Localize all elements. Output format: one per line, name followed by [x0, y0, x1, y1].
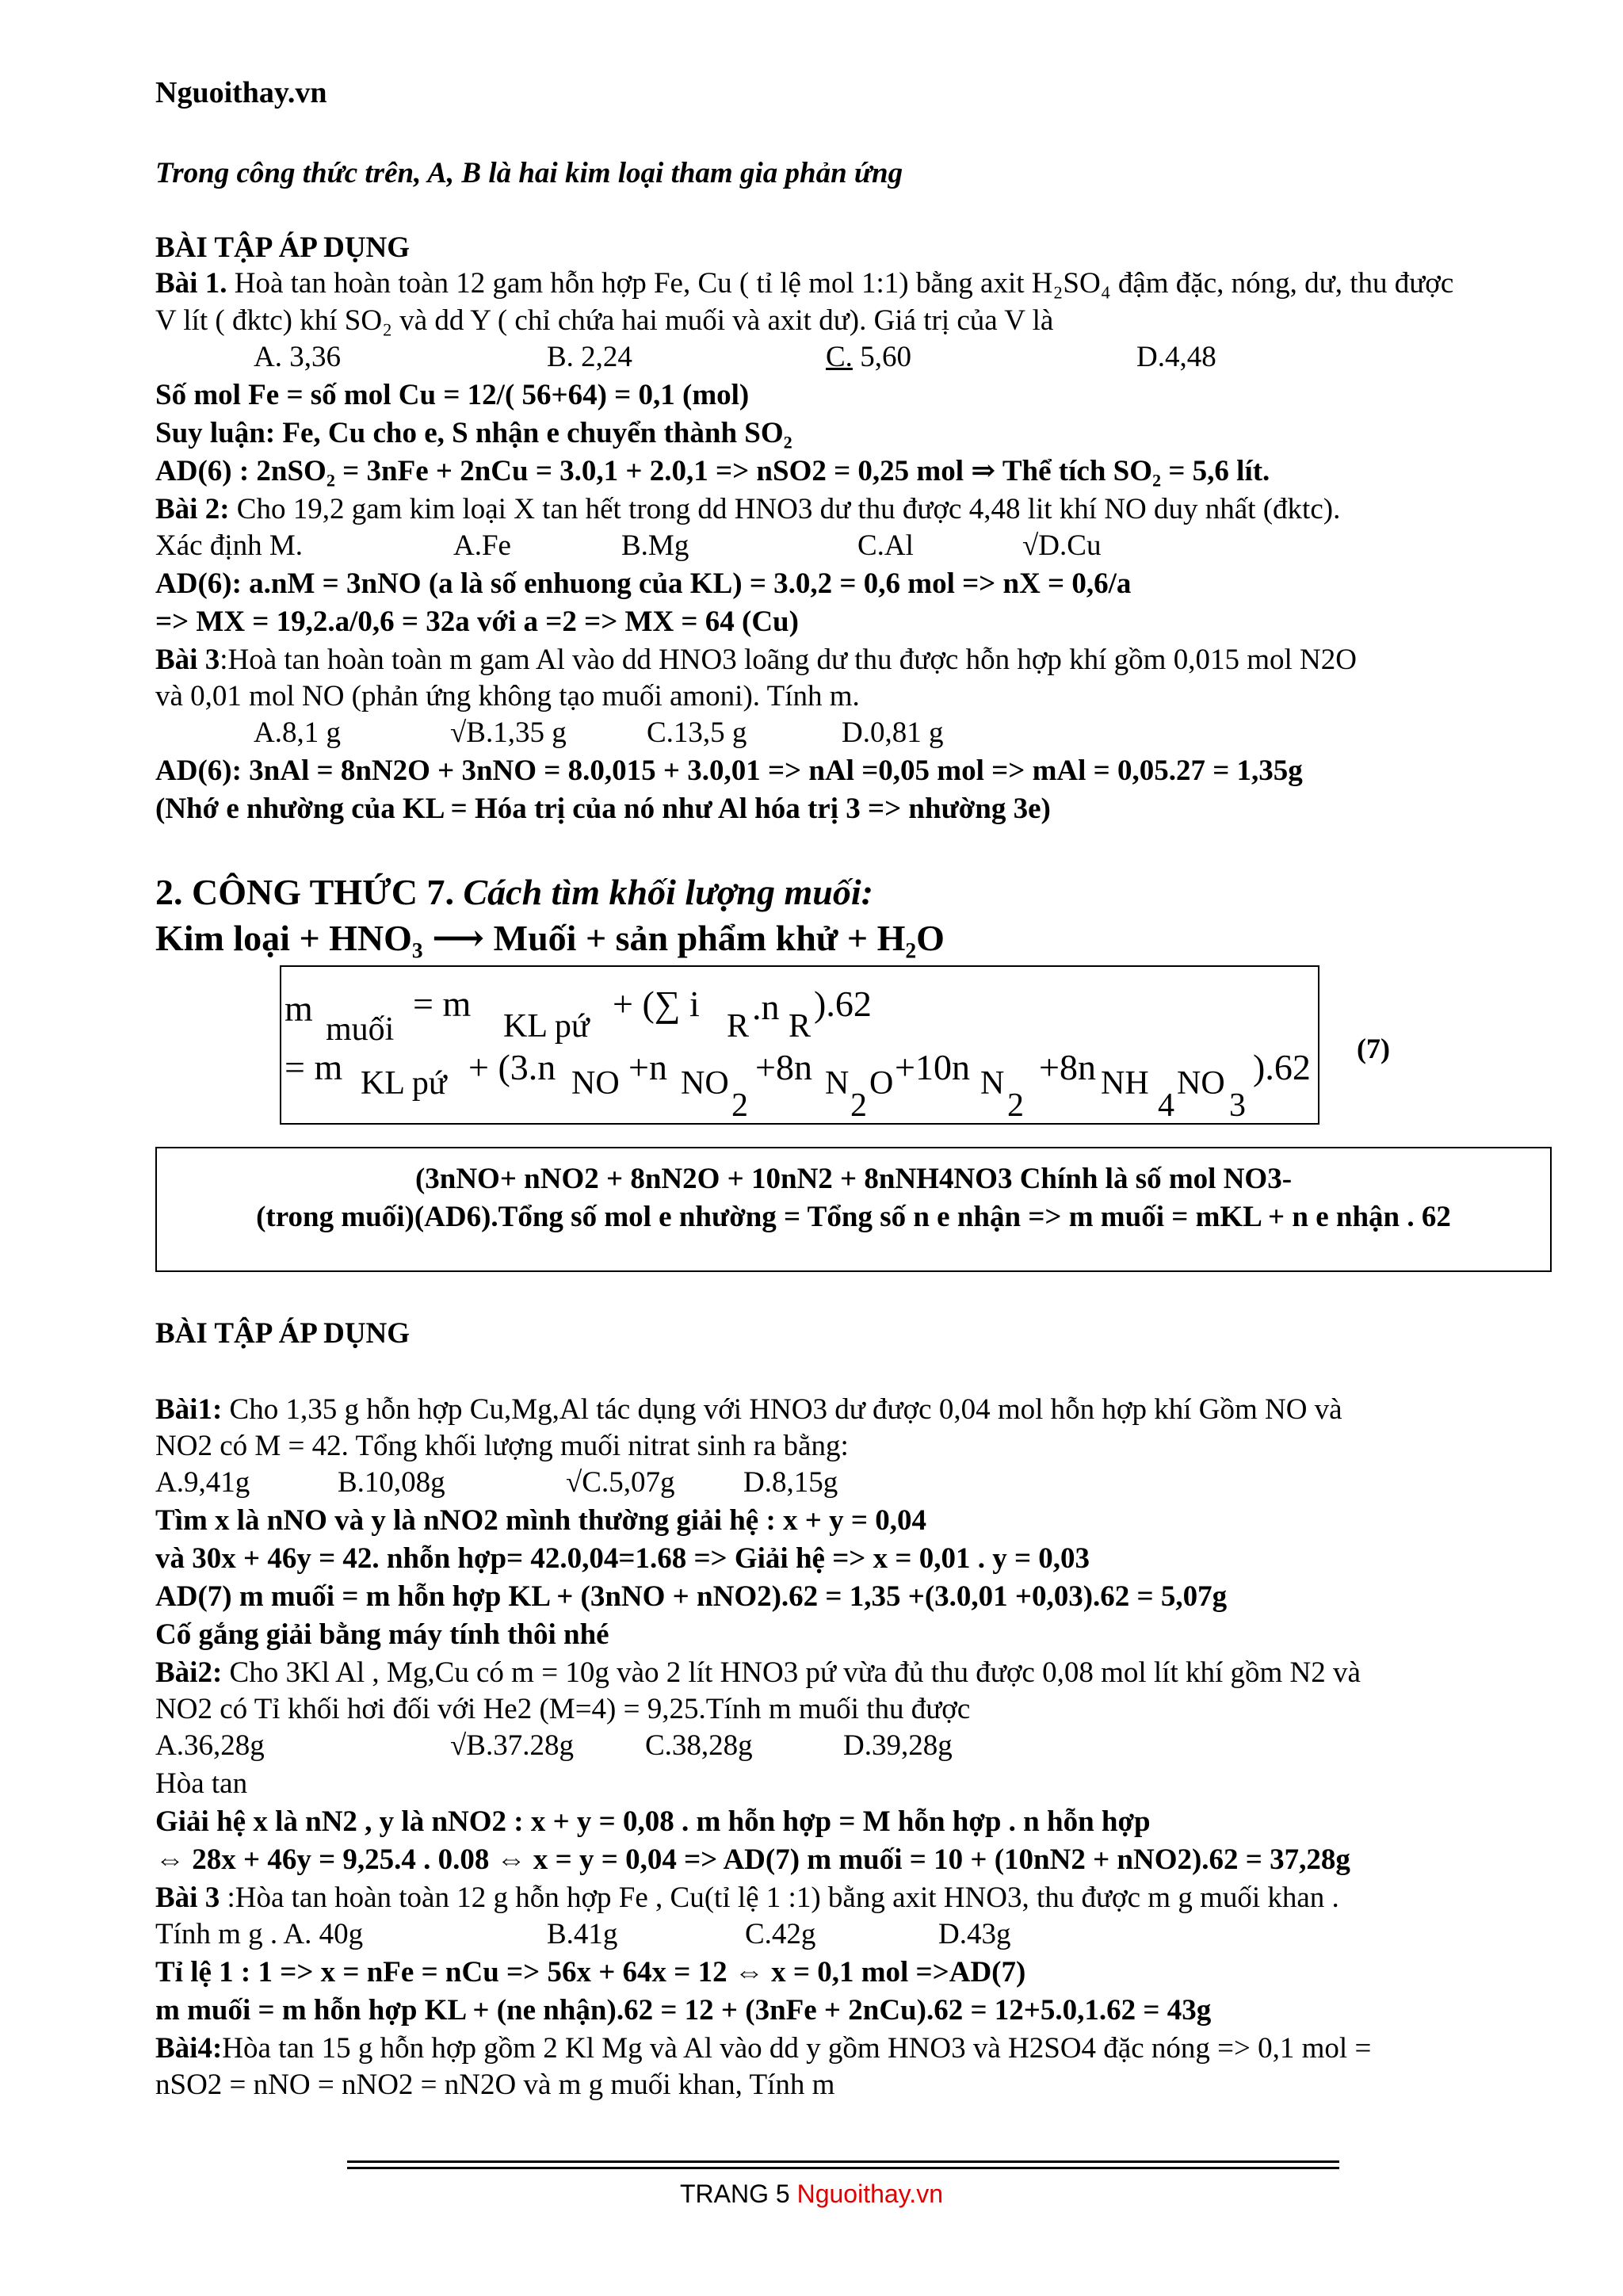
- option-d: D.8,15g: [743, 1466, 838, 1499]
- s1-bai2-sol1: AD(6): a.nM = 3nNO (a là số enhuong của KL) = 3.0,2 = 0,6 mol => nX = 0,6/a: [155, 567, 1132, 600]
- s1-bai2-text2: Xác định M.: [155, 529, 303, 562]
- footer-rule-top: [347, 2160, 1339, 2163]
- formula-part: 2: [850, 1087, 867, 1124]
- s1-bai2-sol2: => MX = 19,2.a/0,6 = 32a với a =2 => MX = 64 (Cu): [155, 606, 799, 638]
- option-c: C.42g: [745, 1918, 816, 1950]
- option-a: A. 3,36: [254, 341, 341, 373]
- option-d: D.39,28g: [843, 1729, 953, 1762]
- s1-bai1-sol1: Số mol Fe = số mol Cu = 12/( 56+64) = 0,1 (mol): [155, 379, 750, 411]
- s1-bai1-sol3: AD(6) : 2nSO₂ = 3nFe + 2nCu = 3.0,1 + 2.0,1 => nSO2 = 0,25 mol ⇒ Thể tích SO₂ = 5,6 lít.: [155, 455, 1270, 487]
- formula-part: 2: [731, 1087, 748, 1124]
- formula-part: .n: [752, 987, 780, 1027]
- footer-rule-bottom: [347, 2167, 1339, 2169]
- s2-bai2-sol2: ⇔ 28x + 46y = 9,25.4 . 0.08 ⇔ x = y = 0,04 => AD(7) m muối = 10 + (10nN2 + nNO2).62 = 37,28g: [155, 1843, 1350, 1876]
- formula-part: NH: [1101, 1065, 1149, 1102]
- intro-note: Trong công thức trên, A, B là hai kim loại tham gia phản ứng: [155, 157, 903, 189]
- option-b: B. 2,24: [547, 341, 632, 373]
- s2-bai2-sol1: Giải hệ x là nN2 , y là nNO2 : x + y = 0,08 . m hỗn hợp = M hỗn hợp . n hỗn hợp: [155, 1805, 1151, 1838]
- s2-bai1-label: Bài1:: [155, 1393, 223, 1426]
- formula-part: NO: [1177, 1065, 1225, 1102]
- option-c: √C.5,07g: [566, 1466, 675, 1499]
- s1-bai3-sol1: AD(6): 3nAl = 8nN2O + 3nNO = 8.0,015 + 3.0,01 => nAl =0,05 mol => mAl = 0,05.27 = 1,35g: [155, 755, 1303, 787]
- option-b: B.41g: [547, 1918, 618, 1950]
- s1-bai1-line2: V lít ( đktc) khí SO₂ và dd Y ( chỉ chứa hai muối và axit dư). Giá trị của V là: [155, 304, 1054, 337]
- footer-site-link[interactable]: Nguoithay.vn: [796, 2179, 943, 2208]
- formula-part: ).62: [814, 984, 872, 1024]
- option-b: B.10,08g: [338, 1466, 445, 1499]
- s2-bai4-text1: Hòa tan 15 g hỗn hợp gồm 2 Kl Mg và Al vào dd y gồm HNO3 và H2SO4 đặc nóng => 0,1 mol =: [222, 2032, 1372, 2065]
- formula-part: R: [727, 1008, 750, 1045]
- option-c-letter: C.: [826, 341, 853, 373]
- s2-bai2-label: Bài2:: [155, 1656, 223, 1689]
- formula7-label: (7): [1357, 1033, 1390, 1064]
- s2-bai1-text1: Cho 1,35 g hỗn hợp Cu,Mg,Al tác dụng với HNO3 dư được 0,04 mol hỗn hợp khí Gồm NO và: [222, 1393, 1342, 1426]
- formula-part: 2: [1007, 1087, 1024, 1124]
- formula-part: KL pứ: [503, 1008, 590, 1045]
- formula-part: +10n: [895, 1047, 970, 1087]
- s2-bai4-line1: [155, 2030, 1371, 2067]
- s2-bai3-line2: [155, 1916, 1011, 1953]
- s1-bai2-line1: [155, 491, 1340, 528]
- s2-bai1-sol2: và 30x + 46y = 42. nhỗn hợp= 42.0,04=1.68 => Giải hệ => x = 0,01 . y = 0,03: [155, 1542, 1090, 1575]
- s1-bai1-line1: [155, 266, 1453, 302]
- formula7-number: 2. CÔNG THỨC 7.: [155, 872, 454, 912]
- formula-part: 3: [1229, 1087, 1246, 1124]
- footer-page-number: TRANG 5: [680, 2179, 797, 2208]
- s1-bai3-line1: [155, 642, 1357, 678]
- s2-bai1-sol3: AD(7) m muối = m hỗn hợp KL + (3nNO + nNO2).62 = 1,35 +(3.0,01 +0,03).62 = 5,07g: [155, 1580, 1228, 1613]
- option-a: A.8,1 g: [254, 716, 341, 749]
- s1-bai1-text1: Hoà tan hoàn toàn 12 gam hỗn hợp Fe, Cu ( tỉ lệ mol 1:1) bằng axit H₂SO₄ đậm đặc, nóng, dư, thu được: [234, 267, 1454, 300]
- formula-part: 4: [1158, 1087, 1174, 1124]
- s2-bai4-line2: nSO2 = nNO = nNO2 = nN2O và m g muối khan, Tính m: [155, 2069, 835, 2101]
- formula-part: +n: [628, 1047, 667, 1087]
- s1-bai3-label: Bài 3: [155, 644, 220, 676]
- s2-bai4-label: Bài4:: [155, 2032, 223, 2065]
- formula7-reaction: Kim loại + HNO₃ ⟶ Muối + sản phẩm khử + H₂O: [155, 918, 945, 958]
- formula-part: +8n: [755, 1047, 812, 1087]
- s1-bai2-text1: Cho 19,2 gam kim loại X tan hết trong dd HNO3 dư thu được 4,48 lit khí NO duy nhất (đktc).: [229, 493, 1341, 525]
- option-a: A.9,41g: [155, 1466, 250, 1499]
- option-d: D.4,48: [1136, 341, 1216, 373]
- formula-part: N: [825, 1065, 850, 1102]
- formula-part: m: [285, 988, 313, 1029]
- option-d: D.43g: [938, 1918, 1011, 1950]
- s2-bai2-line1: [155, 1655, 1361, 1691]
- formula-part: O: [869, 1065, 894, 1102]
- option-b: √B.37.28g: [450, 1729, 574, 1762]
- s1-bai1-sol2: Suy luận: Fe, Cu cho e, S nhận e chuyển thành SO₂: [155, 417, 792, 449]
- s2-bai3-sol2: m muối = m hỗn hợp KL + (ne nhận).62 = 12 + (3nFe + 2nCu).62 = 12+5.0,1.62 = 43g: [155, 1994, 1212, 2027]
- formula-part: ).62: [1253, 1047, 1311, 1087]
- s1-bai3-sol2: (Nhớ e nhường của KL = Hóa trị của nó như Al hóa trị 3 => nhường 3e): [155, 793, 1051, 825]
- formula-part: R: [789, 1008, 812, 1045]
- formula7-note-box: [155, 1147, 1552, 1272]
- formula-part: NO: [681, 1065, 729, 1102]
- s2-bai1-sol4: Cố gắng giải bằng máy tính thôi nhé: [155, 1618, 609, 1651]
- formula-part: +8n: [1039, 1047, 1096, 1087]
- option-c: C.Al: [857, 529, 914, 562]
- formula-part: + (3.n: [468, 1047, 556, 1087]
- s2-bai2-text1: Cho 3Kl Al , Mg,Cu có m = 10g vào 2 lít HNO3 pứ vừa đủ thu được 0,08 mol lít khí gồm N2 và: [222, 1656, 1361, 1689]
- s2-bai3-prefix: Tính m g .: [155, 1918, 284, 1950]
- s2-bai1-sol1: Tìm x là nNO và y là nNO2 mình thường giải hệ : x + y = 0,04: [155, 1504, 926, 1537]
- option-c: C.13,5 g: [647, 716, 747, 749]
- option-d: D.0,81 g: [842, 716, 944, 749]
- s2-bai1-line1: [155, 1392, 1342, 1428]
- option-a: A. 40g: [283, 1918, 364, 1950]
- section2-heading: BÀI TẬP ÁP DỤNG: [155, 1317, 411, 1350]
- option-a: A.36,28g: [155, 1729, 265, 1762]
- s2-bai3-text1: :Hòa tan hoàn toàn 12 g hỗn hợp Fe , Cu(tỉ lệ 1 :1) bằng axit HNO3, thu được m g muối khan .: [220, 1881, 1339, 1914]
- formula-part: N: [980, 1065, 1005, 1102]
- option-b: B.Mg: [621, 529, 689, 562]
- s2-bai2-line2: NO2 có Tỉ khối hơi đối với He2 (M=4) = 9,25.Tính m muối thu được: [155, 1693, 971, 1725]
- formula-part: muối: [326, 1011, 395, 1048]
- s2-bai2-line3: Hòa tan: [155, 1767, 248, 1800]
- formula7-box: [280, 965, 1319, 1125]
- formula-part: = m: [413, 984, 472, 1024]
- page-footer: [0, 2179, 1623, 2209]
- option-b: √B.1,35 g: [450, 716, 567, 749]
- formula-part: + (∑ i: [613, 984, 700, 1024]
- s1-bai2-line2: [155, 528, 1102, 564]
- s2-bai3-line1: [155, 1880, 1339, 1916]
- site-header: Nguoithay.vn: [155, 76, 327, 109]
- s1-bai1-label: Bài 1.: [155, 267, 227, 300]
- s2-bai3-label: Bài 3: [155, 1881, 220, 1914]
- formula-part: = m: [285, 1047, 343, 1087]
- formula7-heading: [155, 870, 873, 915]
- option-d: √D.Cu: [1022, 529, 1102, 562]
- s1-bai2-label: Bài 2:: [155, 493, 230, 525]
- formula7-title: Cách tìm khối lượng muối:: [453, 872, 873, 912]
- formula-part: KL pứ: [361, 1065, 447, 1102]
- s1-bai3-text1: :Hoà tan hoàn toàn m gam Al vào dd HNO3 loãng dư thu được hỗn hợp khí gồm 0,015 mol N2O: [220, 644, 1357, 676]
- section1-heading: BÀI TẬP ÁP DỤNG: [155, 231, 411, 264]
- option-a: A.Fe: [453, 529, 511, 562]
- option-c-value: 5,60: [852, 341, 911, 373]
- s2-bai3-sol1: Tỉ lệ 1 : 1 => x = nFe = nCu => 56x + 64x = 12 ⇔ x = 0,1 mol =>AD(7): [155, 1956, 1026, 1988]
- s2-bai1-line2: NO2 có M = 42. Tổng khối lượng muối nitrat sinh ra bằng:: [155, 1430, 849, 1462]
- s1-bai3-line2: và 0,01 mol NO (phản ứng không tạo muối amoni). Tính m.: [155, 680, 860, 712]
- note-line2: (trong muối)(AD6).Tổng số mol e nhường = Tổng số n e nhận => m muối = mKL + n e nhận . 62: [256, 1201, 1451, 1233]
- note-line1: (3nNO+ nNO2 + 8nN2O + 10nN2 + 8nNH4NO3 Chính là số mol NO3-: [414, 1163, 1293, 1195]
- option-c: [826, 339, 911, 376]
- option-c: C.38,28g: [645, 1729, 753, 1762]
- formula-part: NO: [571, 1065, 620, 1102]
